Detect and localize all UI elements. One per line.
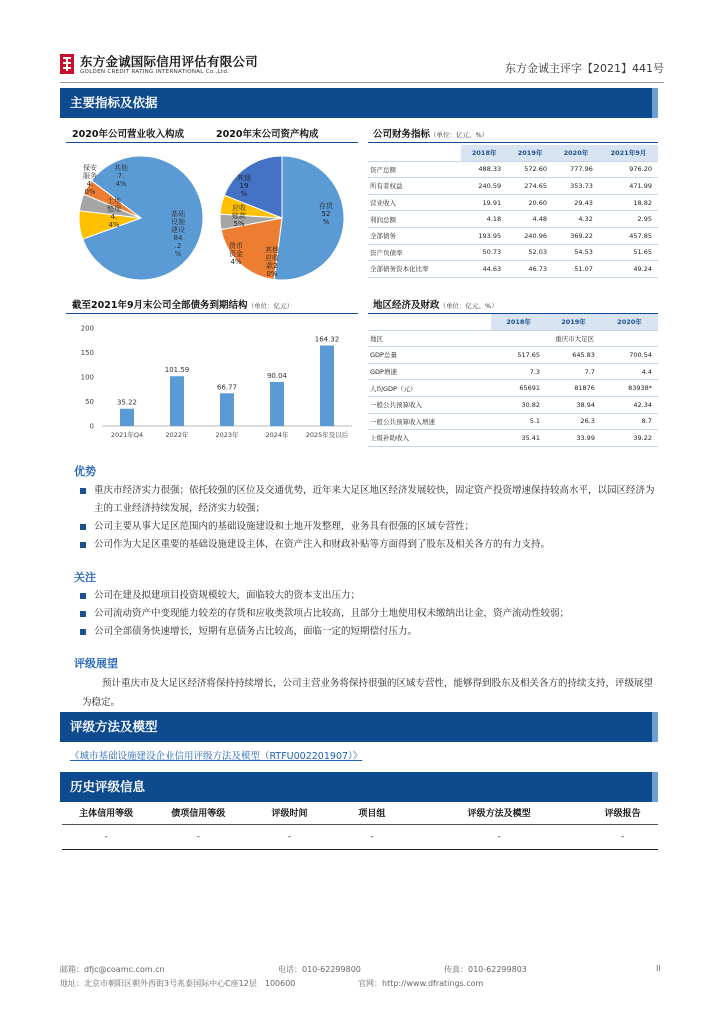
table-cell: 54.53 <box>553 244 599 261</box>
table-cell: 利润总额 <box>368 211 461 228</box>
table-cell: 30.82 <box>491 396 546 413</box>
table-cell: 50.73 <box>461 244 507 261</box>
table-header-cell: 评级方法及模型 <box>411 800 587 825</box>
region-table <box>368 314 658 447</box>
section-bar-history <box>60 772 658 802</box>
table-cell: 65691 <box>491 380 546 397</box>
bar <box>220 393 234 426</box>
fin-panel-line <box>368 142 658 143</box>
footer-email: 邮箱：dfjc@coamc.com.cn <box>60 965 165 974</box>
section-bar-rating-method <box>60 712 658 742</box>
table-header-row <box>62 800 658 825</box>
table-row <box>368 330 658 347</box>
table-cell: 35.41 <box>491 430 546 447</box>
table-header-cell <box>368 145 461 161</box>
table-cell: - <box>62 825 150 850</box>
table-cell: 240.59 <box>461 178 507 195</box>
x-tick-label: 2022年 <box>165 431 189 439</box>
table-cell: 51.07 <box>553 261 599 278</box>
pie-slice-label: 存货 52 % <box>319 202 333 226</box>
list-item: 重庆市经济实力很强；依托较强的区位及交通优势，近年来大足区地区经济发展较快，固定资产投资增速保持较高水平，以园区经济为主的工业经济持续发展，经济实力较强； <box>72 482 658 518</box>
bar <box>170 376 184 426</box>
table-cell: 44.63 <box>461 261 507 278</box>
table-cell: 资产总额 <box>368 161 461 178</box>
table-header-cell: 2019年 <box>507 145 553 161</box>
footer-address: 地址：北京市朝阳区朝外西街3号兆泰国际中心C座12层 100600 <box>60 979 296 988</box>
y-tick-label: 100 <box>80 373 94 382</box>
bar-value-label: 35.22 <box>116 398 138 407</box>
table-cell: 全部债务资本化比率 <box>368 261 461 278</box>
table-cell: 51.65 <box>599 244 658 261</box>
pie-slice-label: 基础设施建设 84 .2 % <box>171 210 185 258</box>
advantages-title: 优势 <box>74 465 96 478</box>
table-header-cell: 2018年 <box>491 314 546 330</box>
table-cell: 7.3 <box>491 363 546 380</box>
table-cell: 777.96 <box>553 161 599 178</box>
y-tick-label: 0 <box>89 422 94 431</box>
footer-fax: 传真：010-62299803 <box>444 965 527 974</box>
table-cell: 一般公共预算收入增速 <box>368 413 491 430</box>
table-header-cell: 2021年9月 <box>599 145 658 161</box>
fin-table-title <box>373 126 488 140</box>
table-header-cell: 项目组 <box>333 800 411 825</box>
table-cell: GDP总量 <box>368 347 491 364</box>
table-header-cell: 主体信用等级 <box>62 800 150 825</box>
table-cell: 274.65 <box>507 178 553 195</box>
table-cell: - <box>333 825 411 850</box>
table-cell: 193.95 <box>461 227 507 244</box>
section-bar-main-indicators <box>60 88 658 118</box>
section-title: 评级方法及模型 <box>70 719 158 734</box>
table-row <box>62 825 658 850</box>
debt-chart-title-text: 截至2021年9月末公司全部债务到期结构 <box>72 300 248 311</box>
pie-panel-line <box>66 142 358 143</box>
table-row <box>368 430 658 447</box>
table-cell: 2.95 <box>599 211 658 228</box>
table-cell: 4.32 <box>553 211 599 228</box>
region-table-unit: （单位：亿元、%） <box>439 302 498 310</box>
table-cell: 营业收入 <box>368 194 461 211</box>
pie1-chart <box>66 148 216 288</box>
table-row <box>368 211 658 228</box>
table-cell: - <box>411 825 587 850</box>
document-number: 东方金诚主评字【2021】441号 <box>505 62 664 75</box>
table-cell: 42.34 <box>601 396 658 413</box>
table-row <box>368 244 658 261</box>
bar-value-label: 101.59 <box>164 366 190 375</box>
bar <box>320 345 334 426</box>
pie-slice-label: 其他应收款2 0% <box>265 246 279 278</box>
pie-slice-label: 货币资金 4% <box>229 242 243 266</box>
table-row <box>368 161 658 178</box>
pie-slice <box>274 156 344 280</box>
table-header-cell: 评级时间 <box>246 800 332 825</box>
y-tick-label: 150 <box>80 349 94 357</box>
region-table-title-text: 地区经济及财政 <box>373 300 440 311</box>
footer-phone: 电话：010-62299800 <box>278 965 361 974</box>
debt-chart-title <box>72 297 293 311</box>
outlook-title: 评级展望 <box>74 657 118 670</box>
table-cell: 38.94 <box>546 396 601 413</box>
debt-panel-line <box>66 313 358 314</box>
table-header-cell: 2019年 <box>546 314 601 330</box>
y-tick-label: 50 <box>85 398 94 406</box>
company-logo-icon <box>60 54 74 74</box>
table-cell: 7.7 <box>546 363 601 380</box>
fin-table-unit: （单位：亿元、%） <box>430 131 489 139</box>
table-cell: 20.60 <box>507 194 553 211</box>
table-cell: 地区 <box>368 330 491 347</box>
table-header-cell: 评级报告 <box>587 800 658 825</box>
table-cell: 240.96 <box>507 227 553 244</box>
bar-value-label: 90.04 <box>266 371 288 380</box>
table-cell: 人均GDP（元） <box>368 380 491 397</box>
pie1-title: 2020年公司营业收入构成 <box>72 129 184 140</box>
table-cell: 上级补助收入 <box>368 430 491 447</box>
table-cell: 5.1 <box>491 413 546 430</box>
table-cell: 81876 <box>546 380 601 397</box>
table-cell: 26.3 <box>546 413 601 430</box>
table-row <box>368 261 658 278</box>
table-cell: 18.82 <box>599 194 658 211</box>
table-row <box>368 178 658 195</box>
concerns-list <box>72 587 658 641</box>
table-cell: GDP增速 <box>368 363 491 380</box>
bar-value-label: 66.77 <box>216 383 238 392</box>
fin-table-title-text: 公司财务指标 <box>373 129 431 140</box>
section-title: 主要指标及依据 <box>70 95 158 110</box>
rating-method-link[interactable]: 《城市基础设施建设企业信用评级方法及模型（RTFU002201907）》 <box>70 751 363 762</box>
table-row <box>368 380 658 397</box>
table-cell: 700.54 <box>601 347 658 364</box>
outlook-text: 预计重庆市及大足区经济将保持持续增长，公司主营业务将保持很强的区域专营性，能够得到股东及相关各方的持续支持，评级展望为稳定。 <box>82 678 654 708</box>
table-row <box>368 194 658 211</box>
table-cell: 645.83 <box>546 347 601 364</box>
table-header-row <box>368 145 658 161</box>
table-cell: 一般公共预算收入 <box>368 396 491 413</box>
table-cell: 29.43 <box>553 194 599 211</box>
table-cell: - <box>150 825 246 850</box>
list-item: 公司全部债务快速增长，短期有息债务占比较高，面临一定的短期偿付压力。 <box>72 623 658 641</box>
table-cell: 4.48 <box>507 211 553 228</box>
table-cell: 49.24 <box>599 261 658 278</box>
table-cell: 33.99 <box>546 430 601 447</box>
table-header-cell: 2020年 <box>553 145 599 161</box>
debt-chart-unit: （单位：亿元） <box>247 302 294 310</box>
table-row <box>368 363 658 380</box>
footer-website[interactable]: 官网：http://www.dfratings.com <box>358 979 484 988</box>
bar <box>120 409 134 426</box>
section-title: 历史评级信息 <box>70 779 146 794</box>
x-tick-label: 2025年及以后 <box>305 431 349 439</box>
pie-slice-label: 保安服务 4. 0% <box>83 164 97 196</box>
table-header-cell: 2018年 <box>461 145 507 161</box>
table-cell: 4.4 <box>601 363 658 380</box>
table-cell: 重庆市大足区 <box>491 330 658 347</box>
list-item: 公司主要从事大足区范围内的基础设施建设和土地开发整理，业务具有很强的区域专营性； <box>72 518 658 536</box>
fin-table <box>368 145 658 278</box>
table-row <box>368 227 658 244</box>
x-tick-label: 2021年Q4 <box>110 431 144 439</box>
footer-page-number: II <box>656 964 661 973</box>
table-cell: 488.33 <box>461 161 507 178</box>
table-header-row <box>368 314 658 330</box>
table-cell: - <box>587 825 658 850</box>
history-table <box>62 800 658 850</box>
table-cell: 353.73 <box>553 178 599 195</box>
list-item: 公司在建及拟建项目投资规模较大，面临较大的资本支出压力； <box>72 587 658 605</box>
table-cell: 52.03 <box>507 244 553 261</box>
table-cell: 19.91 <box>461 194 507 211</box>
y-tick-label: 200 <box>80 324 94 333</box>
pie-slice-label: 其他 7. 4% <box>114 164 128 188</box>
table-header-cell: 2020年 <box>601 314 658 330</box>
company-name-en: GOLDEN CREDIT RATING INTERNATIONAL Co.,Ltd. <box>80 69 230 75</box>
table-cell: 4.18 <box>461 211 507 228</box>
table-cell: 517.65 <box>491 347 546 364</box>
table-cell: 457.85 <box>599 227 658 244</box>
pie2-title: 2020年末公司资产构成 <box>216 129 319 140</box>
debt-bar-chart <box>66 318 358 446</box>
list-item: 公司流动资产中变现能力较差的存货和应收类款项占比较高，且部分土地使用权未缴纳出让金，资产流动性较弱； <box>72 605 658 623</box>
table-row <box>368 347 658 364</box>
bar <box>270 382 284 426</box>
concerns-title: 关注 <box>74 571 96 584</box>
company-name-cn: 东方金诚国际信用评估有限公司 <box>80 54 258 69</box>
table-cell: 83938* <box>601 380 658 397</box>
table-cell: 8.7 <box>601 413 658 430</box>
x-tick-label: 2023年 <box>215 431 239 439</box>
table-cell: 资产负债率 <box>368 244 461 261</box>
table-cell: 46.73 <box>507 261 553 278</box>
table-cell: 全部债务 <box>368 227 461 244</box>
bar-value-label: 164.32 <box>314 335 340 344</box>
table-cell: 所有者权益 <box>368 178 461 195</box>
page-header <box>60 50 664 83</box>
pie-slice-label: 土地整理 4. 4% <box>107 197 121 229</box>
list-item: 公司作为大足区重要的基础设施建设主体，在资产注入和财政补贴等方面得到了股东及相关各方的有力支持。 <box>72 536 658 554</box>
table-cell: - <box>246 825 332 850</box>
table-row <box>368 396 658 413</box>
x-tick-label: 2024年 <box>265 431 289 439</box>
table-cell: 976.20 <box>599 161 658 178</box>
table-header-cell: 债项信用等级 <box>150 800 246 825</box>
advantages-list <box>72 482 658 554</box>
pie-slice-label: 其他 19 % <box>237 174 251 198</box>
table-cell: 369.22 <box>553 227 599 244</box>
table-cell: 39.22 <box>601 430 658 447</box>
table-cell: 572.60 <box>507 161 553 178</box>
table-header-cell <box>368 314 491 330</box>
pie2-chart <box>214 148 364 288</box>
pie-slice-label: 应收账款 5% <box>232 204 246 228</box>
table-row <box>368 413 658 430</box>
table-cell: 471.99 <box>599 178 658 195</box>
region-table-title <box>373 297 498 311</box>
